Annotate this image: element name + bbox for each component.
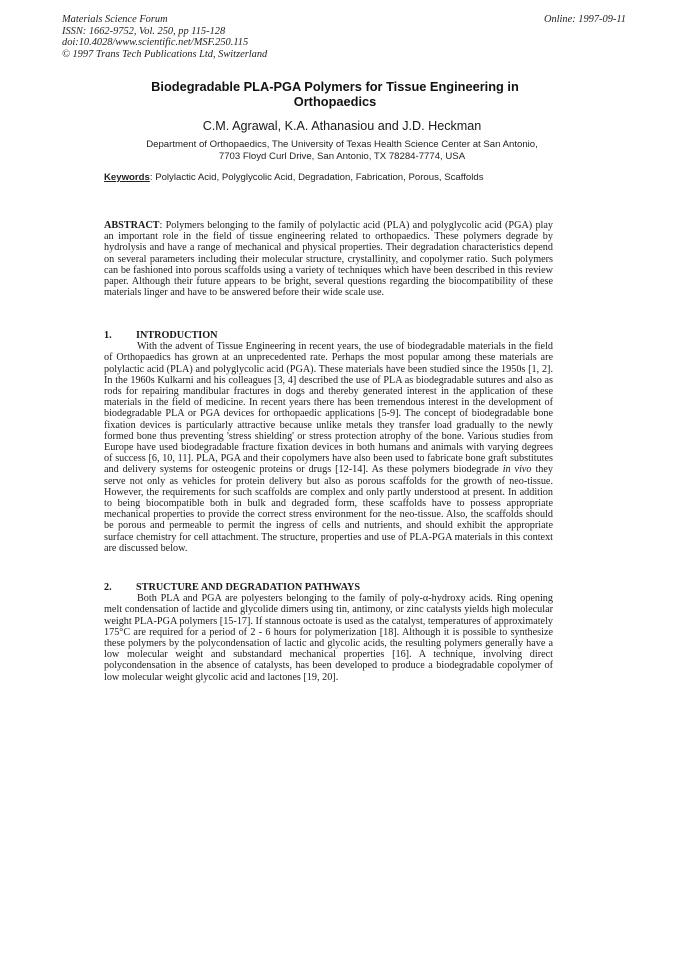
section-paragraph: Both PLA and PGA are polyesters belonging to the family of poly-α-hydroxy acids. Ring opening melt condensation of lactide and glycolide dimers using tin, antimony, or zinc catalysts yields high molecular weight PLA-PGA polymers [15-17]. If stannous octoate is used as the catalyst, temperatures of approximately 175°C are required for a period of 2 - 6 hours for polymerization [18]. Although it is possible to synthesize these polymers by the polycondensation of lactic and glycolic acids, the resulting polymers generally have a low molecular weight and substandard mechanical properties [16]. A technique, involving direct polycondensation in the absence of catalysts, has been developed to produce a biodegradable copolymer of low molecular weight glycolic acid and lactones [19, 20]. (104, 593, 553, 683)
keywords-list: : Polylactic Acid, Polyglycolic Acid, Degradation, Fabrication, Porous, Scaffolds (149, 172, 484, 183)
section-title: STRUCTURE AND DEGRADATION PATHWAYS (136, 582, 361, 593)
paragraph-text: With the advent of Tissue Engineering in recent years, the use of biodegradable materials in the field of Orthopaedics has grown at an unprecedented rate. Perhaps the most popular among these materials are polylactic acid (PLA) and polyglycolic acid (PGA). These materials have been studied since the 1950s [1, 2]. In the 1960s Kulkarni and his colleagues [3, 4] described the use of PLA as biodegradable sutures and also as rods for repairing mandibular fractures in dogs and thereby generated interest in the application of these materials in the field of medicine. In recent years there has been tremendous interest in the development of biodegradable PLA or PGA devices for orthopaedic applications [5-9]. The concept of biodegradable bone fixation devices is particularly attractive because unlike metals they transfer load gradually to the newly formed bone thus preventing 'stress shielding' or stress protection atrophy of the bone. Various studies from Europe have used biodegradable fracture fixation devices in both humans and animals with varying degrees of success [6, 10, 11]. PLA, PGA and their copolymers have also been used to fabricate bone graft substitutes and delivery systems for osteogenic proteins or drugs [12-14]. As these polymers biodegrade (104, 341, 553, 476)
section-number: 2. (104, 582, 112, 593)
author-list: C.M. Agrawal, K.A. Athanasiou and J.D. Heckman (202, 119, 482, 133)
section-number: 1. (104, 330, 112, 341)
italic-text: in vivo (502, 464, 532, 476)
online-date: Online: 1997-09-11 (543, 14, 626, 25)
affiliation-line: Department of Orthopaedics, The University of Texas Health Science Center at San Antonio, (146, 139, 538, 150)
section-introduction (104, 330, 553, 554)
affiliation-address: 7703 Floyd Curl Drive, San Antonio, TX 78284-7774, USA (218, 151, 466, 162)
section-heading (104, 330, 553, 341)
abstract (104, 220, 553, 298)
paragraph-text-continued: they serve not only as vehicles for protein delivery but also as porous scaffolds for the growth of neo-tissue. However, the requirements for such scaffolds are complex and only partly understood at present. In addition to being biocompatible both in bulk and degraded form, these scaffolds have to possess appropriate mechanical properties to provide the correct stress environment for the neo-tissue. Also, the scaffolds should be porous and permeable to permit the ingress of cells and nutrients, and should exhibit the appropriate surface chemistry for cell attachment. The structure, properties and use of PLA-PGA materials in this context are discussed below. (104, 464, 553, 554)
section-structure (104, 582, 553, 683)
section-paragraph (104, 341, 553, 554)
keywords (104, 172, 484, 184)
affiliation (62, 139, 622, 163)
keywords-label: Keywords (104, 172, 150, 183)
journal-name: Materials Science Forum (62, 14, 168, 25)
paper-title: Biodegradable PLA-PGA Polymers for Tissue Engineering in Orthopaedics (151, 79, 519, 109)
issn-line: ISSN: 1662-9752, Vol. 250, pp 115-128 (62, 25, 226, 37)
section-title: INTRODUCTION (136, 330, 218, 341)
abstract-text: : Polymers belonging to the family of polylactic acid (PLA) and polyglycolic acid (PGA) play an important role in the field of tissue engineering related to orthopaedics. These polymers degrade by hydrolysis and have a range of mechanical and physical properties. Their degradation characteristics depend on several parameters including their molecular structure, crystallinity, and copolymer ratio. Such polymers can be fashioned into porous scaffolds using a variety of techniques which have been described in this review paper. Although their future appears to be bright, several questions regarding the biocompatibility of these materials linger and have to be answered before their wide scale use. (104, 220, 553, 299)
publication-info (62, 14, 267, 60)
copyright-line: © 1997 Trans Tech Publications Ltd, Switzerland (62, 48, 268, 60)
abstract-label: ABSTRACT (104, 220, 160, 231)
section-heading (104, 582, 553, 593)
doi-line: doi:10.4028/www.scientific.net/MSF.250.115 (62, 37, 249, 49)
